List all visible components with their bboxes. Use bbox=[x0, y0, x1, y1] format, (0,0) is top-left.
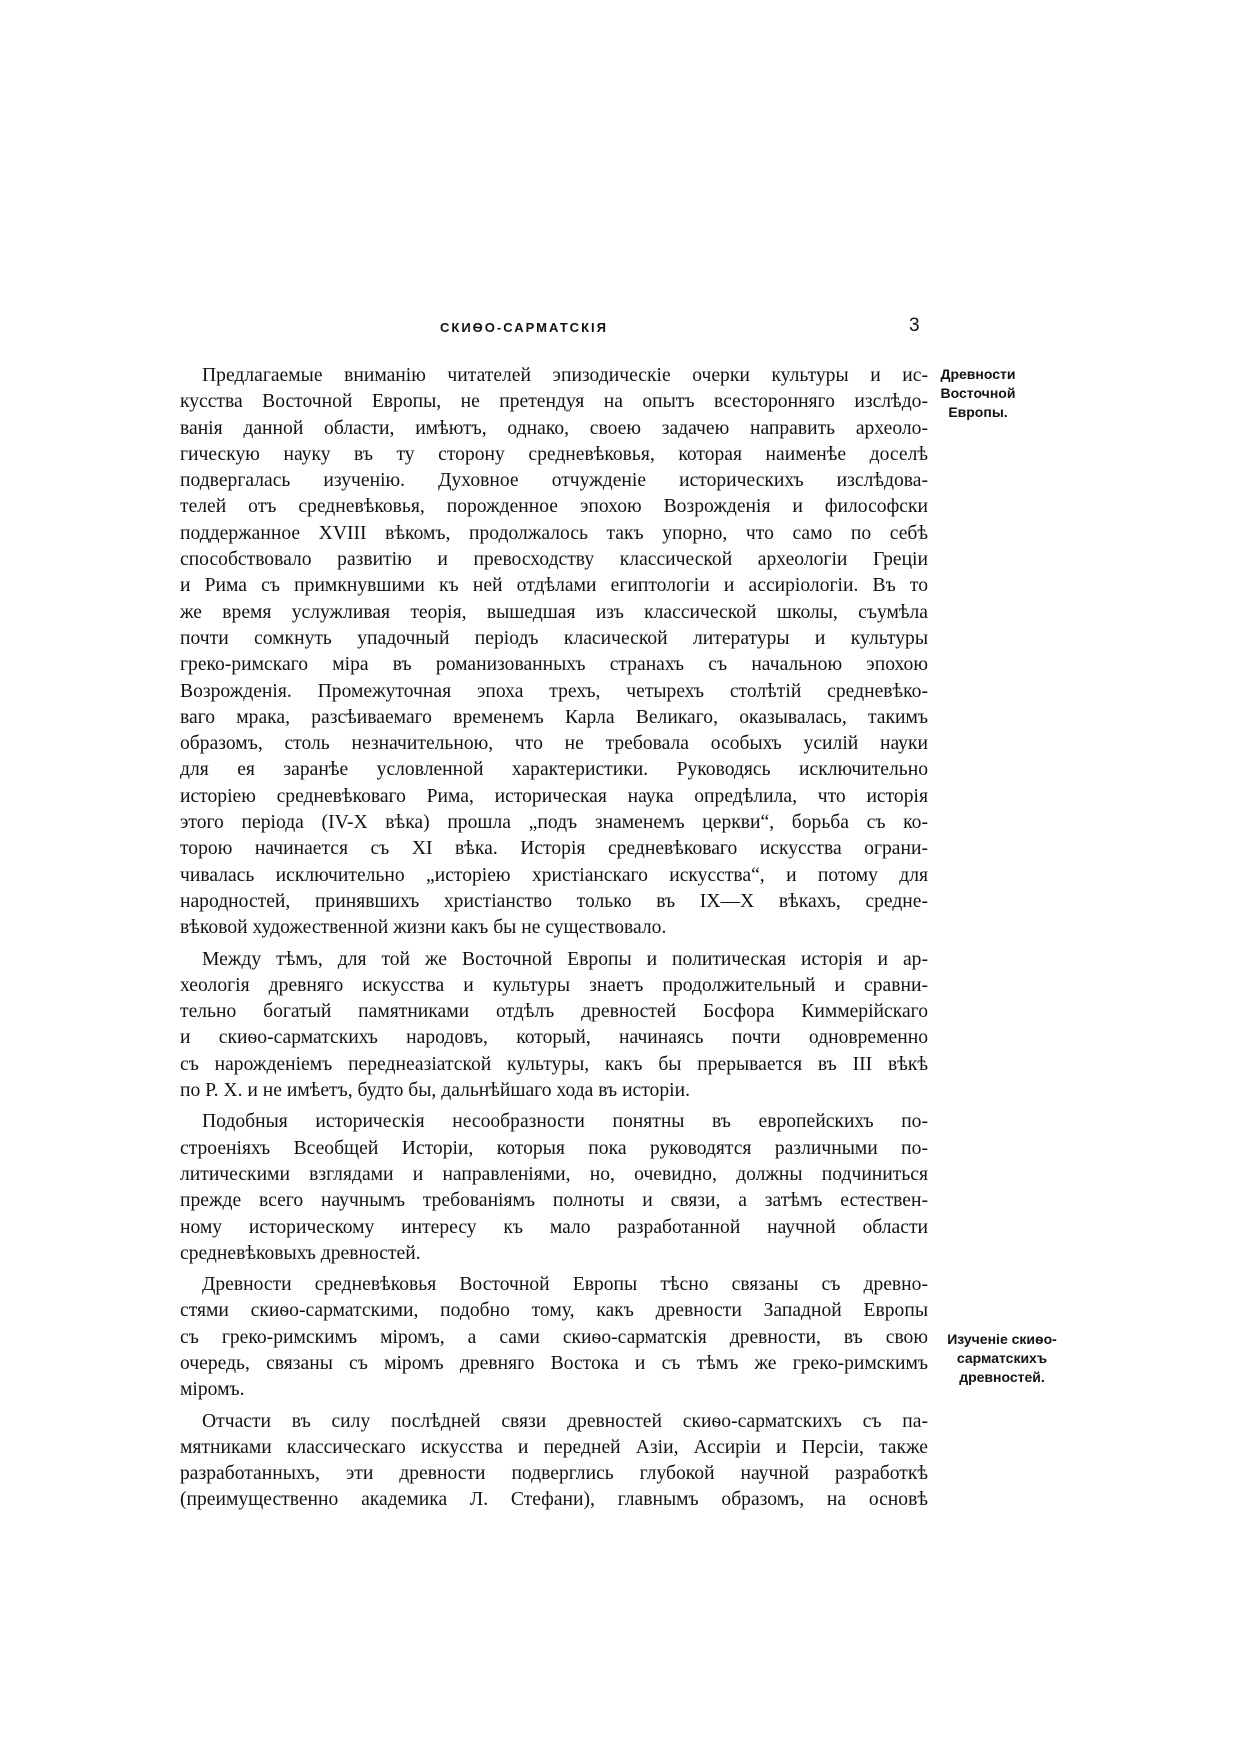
text-line: вѣковой художественной жизни какъ бы не существовало. bbox=[180, 917, 667, 939]
running-title: СКИѲО-САРМАТСКІЯ bbox=[440, 320, 608, 335]
text-line: по Р. Х. и не имѣетъ, будто бы, дальнѣйшаго хода въ исторіи. bbox=[180, 1080, 690, 1102]
text-line: телей отъ средневѣковья, порожденное эпохою Возрожденія и философски bbox=[180, 496, 928, 518]
text-line: мятниками классическаго искусства и передней Азіи, Ассиріи и Персіи, также bbox=[180, 1436, 928, 1458]
text-line: исторіею средневѣковаго Рима, историческая наука опредѣлила, что исторія bbox=[180, 785, 928, 807]
text-line: тельно богатый памятниками отдѣлъ древностей Босфора Киммерійскаго bbox=[180, 1001, 928, 1023]
margin-note-scytho-sarmatian-study bbox=[932, 1330, 1072, 1387]
paragraph bbox=[180, 1109, 928, 1267]
text-line: средневѣковыхъ древностей. bbox=[180, 1242, 421, 1264]
margin-note-line: Древности bbox=[940, 366, 1016, 382]
text-line: и Рима съ примкнувшими къ ней отдѣлами египтологіи и ассиріологіи. Въ то bbox=[180, 575, 928, 597]
text-line: народностей, принявшихъ христіанство только въ IX—X вѣкахъ, средне- bbox=[180, 890, 928, 912]
text-line: чивалась исключительно „исторіею христіанскаго искусства“, и потому для bbox=[180, 864, 928, 886]
text-line: стями скиѳо-сарматскими, подобно тому, какъ древности Западной Европы bbox=[180, 1300, 928, 1322]
text-line: міромъ. bbox=[180, 1379, 245, 1401]
text-line: почти сомкнуть упадочный періодъ класической литературы и культуры bbox=[180, 627, 928, 649]
margin-note-line: древностей. bbox=[959, 1369, 1045, 1385]
paragraph bbox=[180, 363, 928, 942]
text-line: для ея заранѣе условленной характеристики. Руководясь исключительно bbox=[180, 759, 928, 781]
text-line: ному историческому интересу къ мало разработанной научной области bbox=[180, 1216, 928, 1238]
paragraph bbox=[180, 1272, 928, 1403]
text-line: съ нарожденіемъ переднеазіатской культуры, какъ бы прерывается въ III вѣкѣ bbox=[180, 1053, 928, 1075]
text-line: Отчасти въ силу послѣдней связи древностей скиѳо-сарматскихъ съ па- bbox=[202, 1410, 928, 1432]
margin-note-line: Изученіе скиѳо- bbox=[947, 1331, 1057, 1347]
text-line: литическими взглядами и направленіями, но, очевидно, должны подчиниться bbox=[180, 1163, 928, 1185]
text-line: образомъ, столь незначительною, что не требовала особыхъ усилій науки bbox=[180, 733, 928, 755]
text-line: же время услужливая теорія, вышедшая изъ классической школы, съумѣла bbox=[180, 601, 928, 623]
text-line: этого періода (IV-X вѣка) прошла „подъ знаменемъ церкви“, борьба съ ко- bbox=[180, 812, 928, 834]
margin-note-line: Восточной bbox=[940, 385, 1016, 401]
text-line: съ греко-римскимъ міромъ, а сами скиѳо-сарматскія древности, въ свою bbox=[180, 1326, 928, 1348]
text-line: греко-римскаго міра въ романизованныхъ странахъ съ начальною эпохою bbox=[180, 654, 928, 676]
text-line: Между тѣмъ, для той же Восточной Европы и политическая исторія и ар- bbox=[202, 948, 928, 970]
text-line: прежде всего научнымъ требованіямъ полноты и связи, а затѣмъ естествен- bbox=[180, 1190, 928, 1212]
paragraph bbox=[180, 947, 928, 1105]
text-line: Предлагаемые вниманію читателей эпизодическіе очерки культуры и ис- bbox=[202, 365, 928, 386]
text-line: и скиѳо-сарматскихъ народовъ, который, начинаясь почти одновременно bbox=[180, 1027, 928, 1049]
text-line: разработанныхъ, эти древности подверглись глубокой научной разработкѣ bbox=[180, 1463, 928, 1485]
text-line: кусства Восточной Европы, не претендуя на опытъ всесторонняго изслѣдо- bbox=[180, 391, 928, 413]
margin-note-line: Европы. bbox=[948, 404, 1008, 420]
text-line: хеологія древняго искусства и культуры знаетъ продолжительный и сравни- bbox=[180, 974, 928, 996]
paragraph bbox=[180, 1409, 928, 1514]
text-line: строеніяхъ Всеобщей Исторіи, которыя пока руководятся различными по- bbox=[180, 1137, 928, 1159]
margin-note-eastern-europe bbox=[928, 365, 1028, 422]
page-number: 3 bbox=[909, 315, 920, 336]
text-line: гическую науку въ ту сторону средневѣковья, которая наименѣе доселѣ bbox=[180, 443, 928, 465]
text-line: Древности средневѣковья Восточной Европы тѣсно связаны съ древно- bbox=[202, 1274, 928, 1296]
text-line: Подобныя историческія несообразности понятны въ европейскихъ по- bbox=[202, 1111, 928, 1133]
text-line: Возрожденія. Промежуточная эпоха трехъ, четырехъ столѣтій средневѣко- bbox=[180, 680, 928, 702]
text-line: очередь, связаны съ міромъ древняго Востока и съ тѣмъ же греко-римскимъ bbox=[180, 1352, 928, 1374]
margin-note-line: сарматскихъ bbox=[956, 1350, 1048, 1366]
body-text bbox=[180, 363, 928, 1514]
text-line: ванія данной области, имѣютъ, однако, своею задачею направить археоло- bbox=[180, 417, 928, 439]
text-line: (преимущественно академика Л. Стефани), главнымъ образомъ, на основѣ bbox=[180, 1489, 928, 1511]
text-line: способствовало развитію и превосходству классической археологіи Греціи bbox=[180, 549, 928, 571]
text-line: поддержанное XVIII вѣкомъ, продолжалось такъ упорно, что само по себѣ bbox=[180, 522, 928, 544]
text-line: ваго мрака, разсѣиваемаго временемъ Карла Великаго, оказывалась, такимъ bbox=[180, 706, 928, 728]
text-line: подвергалась изученію. Духовное отчужденіе историческихъ изслѣдова- bbox=[180, 470, 928, 492]
text-line: торою начинается съ XI вѣка. Исторія средневѣковаго искусства ограни- bbox=[180, 838, 928, 860]
